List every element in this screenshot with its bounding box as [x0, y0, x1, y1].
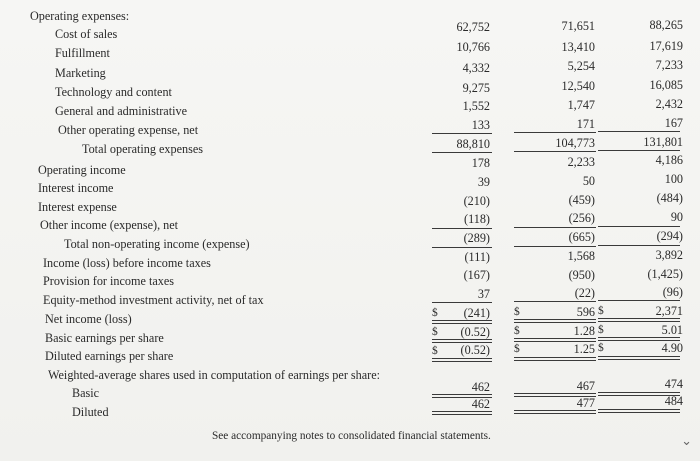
- currency-symbol: $: [432, 345, 438, 357]
- cell-col1-basic-shares: 462: [471, 380, 490, 394]
- total-double-rule: [598, 409, 680, 410]
- row-label-provision-for-taxes: Provision for income taxes: [43, 274, 174, 288]
- row-label-marketing: Marketing: [55, 66, 106, 80]
- subtotal-rule: [432, 133, 492, 134]
- cell-col1-total-non-operating: (289): [463, 231, 490, 245]
- row-label-income-before-taxes: Income (loss) before income taxes: [43, 256, 211, 270]
- cell-col1-diluted-eps: (0.52): [460, 343, 490, 357]
- row-label-net-income: Net income (loss): [45, 312, 132, 326]
- currency-symbol: $: [514, 306, 520, 318]
- cell-col3-interest-expense: (484): [656, 191, 683, 205]
- chevron-down-icon[interactable]: ⌄: [681, 433, 692, 448]
- cell-col2-other-operating: 171: [576, 117, 595, 131]
- row-label-interest-income: Interest income: [38, 181, 114, 195]
- row-label-weighted-average-shares: Weighted-average shares used in computation of earnings per share:: [48, 368, 381, 382]
- cell-col3-diluted-shares: 484: [664, 394, 683, 408]
- subtotal-rule: [432, 228, 492, 229]
- total-double-rule: [514, 338, 596, 339]
- cell-col1-marketing: 4,332: [462, 61, 490, 75]
- currency-symbol: $: [432, 326, 438, 338]
- total-double-rule: [514, 393, 596, 394]
- cell-col3-basic-shares: 474: [664, 377, 683, 391]
- cell-col3-net-income: 2,371: [655, 304, 683, 318]
- cell-col2-net-income: 596: [576, 305, 595, 319]
- cell-col2-total-operating: 104,773: [555, 136, 595, 150]
- cell-col2-general-admin: 1,747: [567, 98, 595, 112]
- cell-col3-marketing: 7,233: [655, 58, 683, 72]
- cell-col1-other-income: (118): [464, 212, 490, 226]
- subtotal-rule: [514, 132, 596, 133]
- subtotal-rule: [514, 301, 596, 302]
- cell-col3-technology: 16,085: [649, 78, 683, 92]
- cell-col3-fulfillment: 17,619: [649, 39, 683, 53]
- section-heading-operating-expenses: Operating expenses:: [30, 9, 130, 23]
- cell-col3-cost-of-sales: 88,265: [649, 18, 683, 32]
- cell-col1-technology: 9,275: [462, 81, 490, 95]
- row-label-technology-and-content: Technology and content: [55, 85, 172, 99]
- cell-col3-diluted-eps: 4.90: [661, 341, 683, 355]
- cell-col2-cost-of-sales: 71,651: [561, 19, 595, 33]
- cell-col1-income-before-taxes: (111): [464, 250, 490, 264]
- total-double-rule: [432, 358, 492, 359]
- cell-col2-diluted-shares: 477: [576, 396, 595, 410]
- cell-col2-total-non-operating: (665): [568, 230, 595, 244]
- cell-col2-diluted-eps: 1.25: [573, 342, 595, 356]
- currency-symbol: $: [432, 307, 438, 319]
- cell-col1-interest-income: 39: [477, 175, 490, 189]
- cell-col1-other-operating: 133: [471, 118, 490, 132]
- total-double-rule: [598, 318, 680, 319]
- cell-col2-interest-expense: (459): [568, 193, 595, 207]
- cell-col3-equity-method: (96): [662, 285, 683, 299]
- cell-col3-income-before-taxes: 3,892: [655, 248, 683, 262]
- subtotal-rule: [432, 302, 492, 303]
- cell-col1-net-income: (241): [463, 306, 490, 320]
- subtotal-rule: [598, 226, 680, 227]
- cell-col3-operating-income: 4,186: [655, 153, 683, 167]
- total-double-rule: [432, 411, 492, 412]
- subtotal-rule: [514, 227, 596, 228]
- cell-col2-equity-method: (22): [574, 286, 595, 300]
- cell-col3-provision: (1,425): [647, 267, 683, 281]
- cell-col3-other-operating: 167: [664, 116, 683, 130]
- cell-col3-total-non-operating: (294): [656, 229, 683, 243]
- total-double-rule: [432, 394, 492, 395]
- cell-col3-general-admin: 2,432: [655, 97, 683, 111]
- total-double-rule: [432, 320, 492, 321]
- cell-col3-total-operating: 131,801: [643, 135, 683, 149]
- currency-symbol: $: [598, 342, 604, 354]
- row-label-basic-eps: Basic earnings per share: [45, 331, 164, 345]
- row-label-total-operating-expenses: Total operating expenses: [82, 142, 203, 156]
- total-double-rule: [514, 410, 596, 411]
- cell-col2-provision: (950): [568, 268, 595, 282]
- row-label-total-non-operating: Total non-operating income (expense): [64, 237, 250, 251]
- total-double-rule: [514, 319, 596, 320]
- subtotal-rule: [598, 245, 680, 246]
- currency-symbol: $: [514, 343, 520, 355]
- cell-col2-fulfillment: 13,410: [561, 40, 595, 54]
- subtotal-rule: [598, 131, 680, 132]
- row-label-interest-expense: Interest expense: [38, 200, 117, 214]
- total-double-rule: [432, 339, 492, 340]
- cell-col3-interest-income: 100: [664, 172, 683, 186]
- cell-col2-basic-shares: 467: [576, 379, 595, 393]
- row-label-equity-method: Equity-method investment activity, net of tax: [43, 293, 264, 307]
- cell-col1-total-operating: 88,810: [456, 137, 490, 151]
- row-label-diluted-eps: Diluted earnings per share: [45, 349, 174, 363]
- cell-col2-marketing: 5,254: [567, 59, 595, 73]
- subtotal-rule: [598, 300, 680, 301]
- cell-col3-other-income: 90: [670, 210, 683, 224]
- row-label-other-income-expense: Other income (expense), net: [40, 218, 179, 232]
- row-label-cost-of-sales: Cost of sales: [55, 27, 118, 41]
- footnote: See accompanying notes to consolidated financial statements.: [212, 430, 491, 442]
- row-label-other-operating-expense: Other operating expense, net: [58, 123, 199, 137]
- cell-col1-basic-eps: (0.52): [460, 325, 490, 339]
- cell-col3-basic-eps: 5.01: [661, 323, 683, 337]
- cell-col1-operating-income: 178: [471, 156, 490, 170]
- cell-col1-interest-expense: (210): [463, 194, 490, 208]
- currency-symbol: $: [598, 324, 604, 336]
- cell-col1-diluted-shares: 462: [471, 397, 490, 411]
- cell-col2-income-before-taxes: 1,568: [567, 249, 595, 263]
- cell-col2-other-income: (256): [568, 211, 595, 225]
- cell-col1-cost-of-sales: 62,752: [456, 20, 490, 34]
- currency-symbol: $: [598, 305, 604, 317]
- cell-col1-equity-method: 37: [477, 287, 490, 301]
- row-label-general-and-administrative: General and administrative: [55, 104, 187, 118]
- total-double-rule: [598, 356, 680, 357]
- subtotal-rule: [514, 246, 596, 247]
- cell-col2-basic-eps: 1.28: [573, 324, 595, 338]
- row-label-fulfillment: Fulfillment: [55, 46, 110, 60]
- cell-col2-operating-income: 2,233: [567, 155, 595, 169]
- cell-col2-interest-income: 50: [582, 174, 595, 188]
- cell-col1-fulfillment: 10,766: [456, 40, 490, 54]
- subtotal-rule: [514, 151, 596, 152]
- cell-col2-technology: 12,540: [561, 79, 595, 93]
- subtotal-rule: [432, 247, 492, 248]
- total-double-rule: [598, 392, 680, 393]
- cell-col1-general-admin: 1,552: [462, 99, 490, 113]
- total-double-rule: [514, 357, 596, 358]
- row-label-diluted-shares: Diluted: [72, 405, 109, 419]
- total-double-rule: [598, 337, 680, 338]
- subtotal-rule: [432, 152, 492, 153]
- row-label-operating-income: Operating income: [38, 163, 126, 177]
- subtotal-rule: [598, 150, 680, 151]
- row-label-basic-shares: Basic: [72, 386, 100, 400]
- cell-col1-provision: (167): [463, 268, 490, 282]
- currency-symbol: $: [514, 325, 520, 337]
